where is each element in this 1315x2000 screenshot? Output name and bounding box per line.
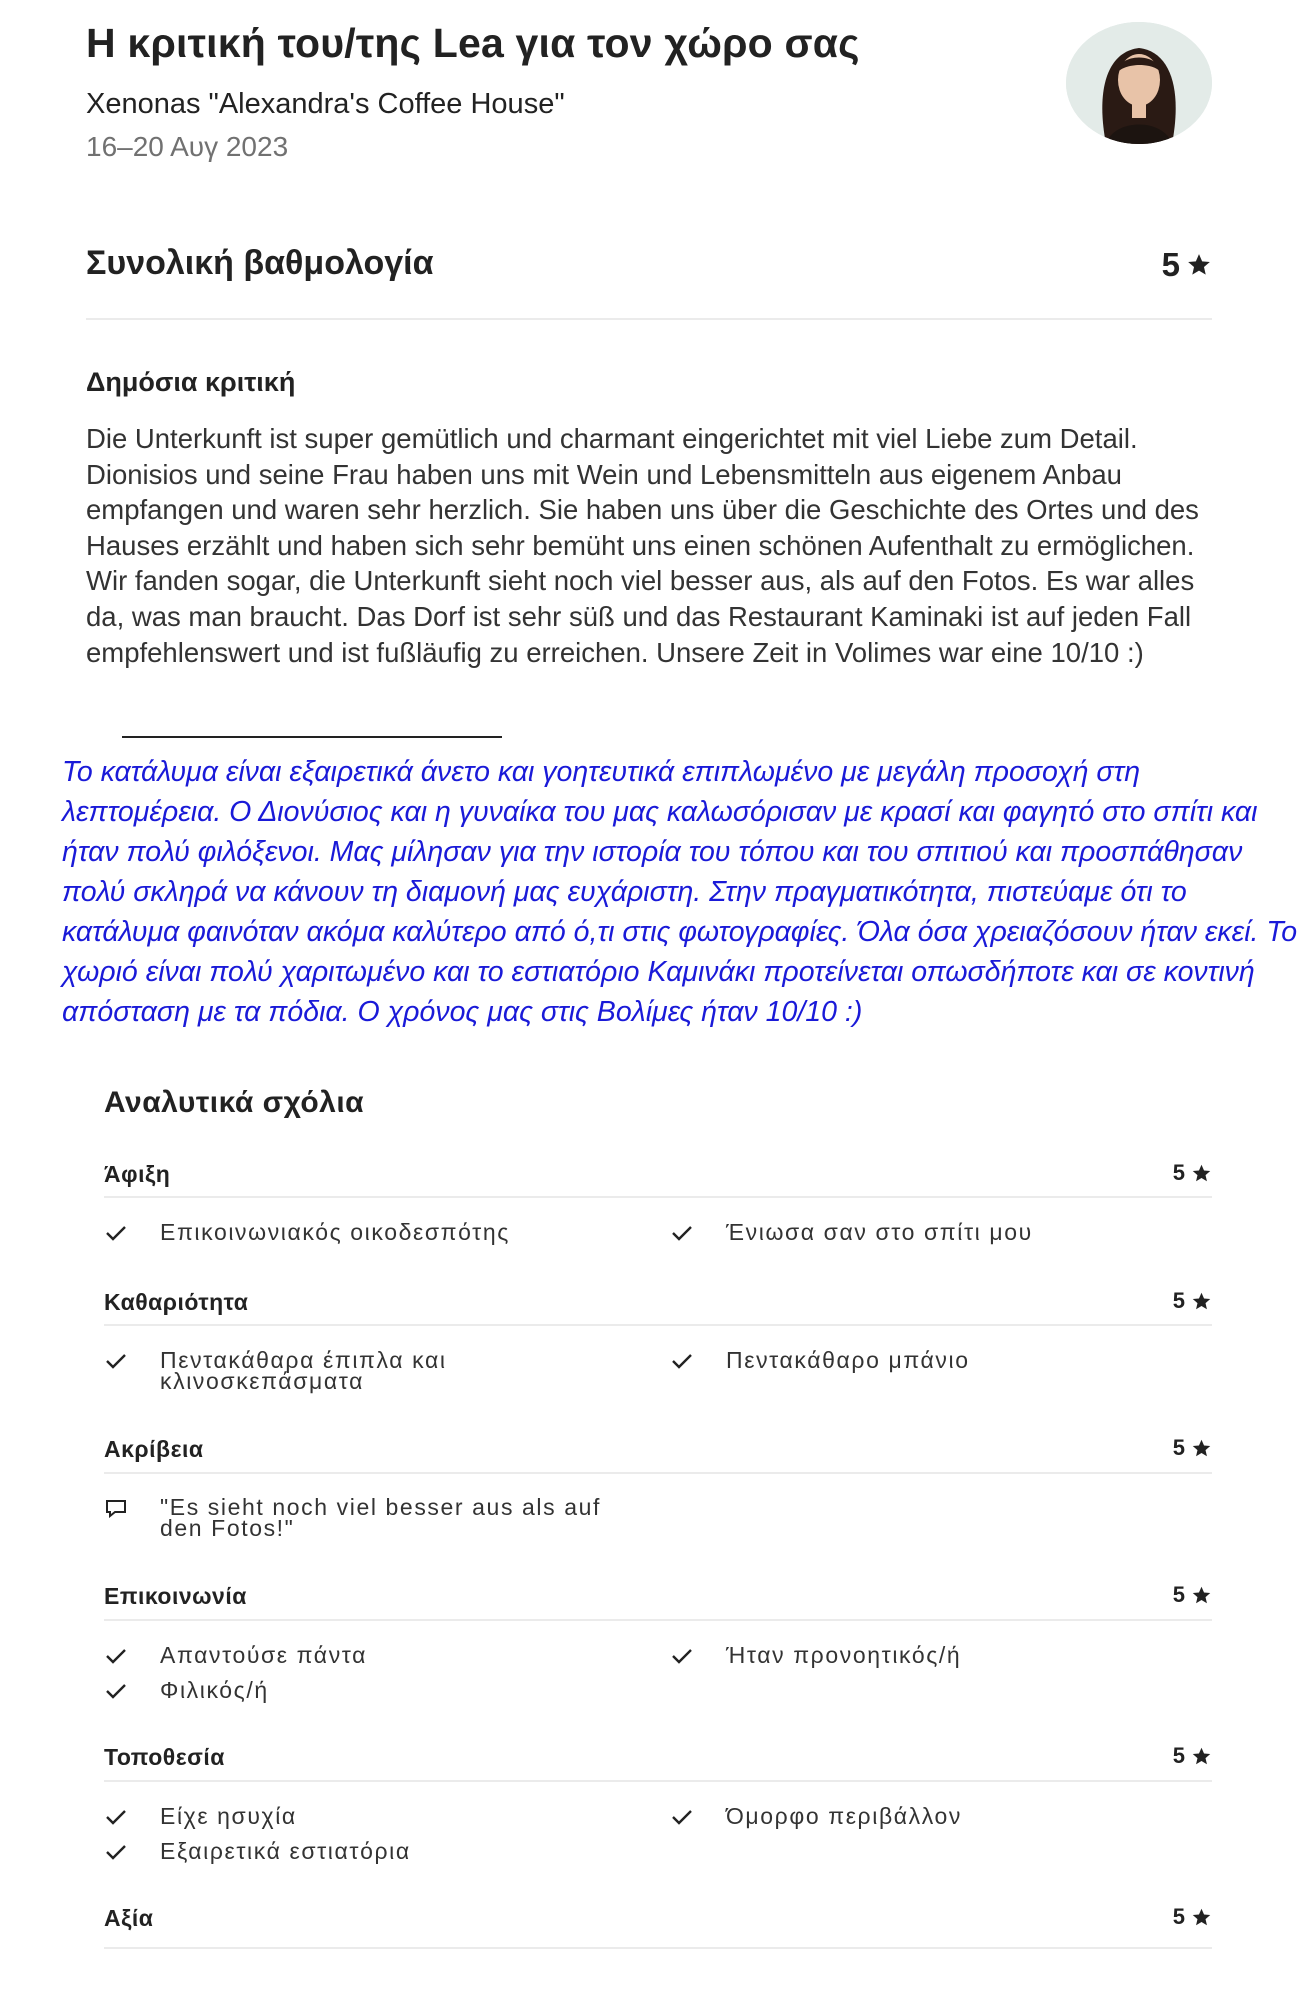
avatar[interactable] <box>1066 22 1212 144</box>
divider <box>104 1196 1212 1198</box>
list-item-label: "Es sieht noch viel besser aus als auf den Fotos!" <box>160 1494 601 1541</box>
list-item-label: Ένιωσα σαν στο σπίτι μου <box>726 1219 1033 1245</box>
category-cleanliness: Καθαριότητα <box>104 1289 249 1315</box>
category-location: Τοποθεσία <box>104 1744 225 1770</box>
divider <box>104 1324 1212 1326</box>
star-icon <box>1191 1291 1212 1312</box>
list-item-label: Πεντακάθαρα έπιπλα και κλινοσκεπάσματα <box>160 1347 447 1394</box>
check-icon <box>670 1645 698 1667</box>
list-item <box>104 1803 297 1829</box>
listing-name: Xenonas "Alexandra's Coffee House" <box>86 88 565 120</box>
star-icon <box>1191 1163 1212 1184</box>
check-icon <box>670 1222 698 1244</box>
detailed-comments-label: Αναλυτικά σχόλια <box>104 1086 365 1119</box>
text-underline <box>122 736 502 738</box>
list-item-label: Φιλικός/ή <box>160 1677 269 1703</box>
list-item-label: Απαντούσε πάντα <box>160 1642 368 1668</box>
list-item-label: Επικοινωνιακός οικοδεσπότης <box>160 1219 510 1245</box>
rating-value: 5 <box>1172 1582 1185 1607</box>
category-location-rating <box>1173 1743 1212 1769</box>
check-icon <box>104 1222 132 1244</box>
comment-icon <box>104 1497 132 1519</box>
check-icon <box>670 1350 698 1372</box>
overall-rating-value: 5 <box>1161 246 1180 283</box>
list-item <box>670 1803 963 1829</box>
list-item <box>104 1677 269 1703</box>
public-review-text: Die Unterkunft ist super gemütlich und charmant eingerichtet mit viel Liebe zum Detail. Dionisios und seine Frau haben uns mit Wein und Lebensmitteln aus eigenem Anbau empfangen und waren sehr herzlich. Sie haben uns über die Geschichte des Ortes und des Hauses erzählt und haben sich sehr bemüht uns einen schönen Aufenthalt zu ermöglichen. Wir fanden sogar, die Unterkunft sieht noch viel besser aus, als auf den Fotos. Es war alles da, was man braucht. Das Dorf ist sehr süß und das Restaurant Kaminaki ist auf jeden Fall empfehlenswert und ist fußläufig zu erreichen. Unsere Zeit in Volimes war eine 10/10 :) <box>86 423 1199 668</box>
category-accuracy: Ακρίβεια <box>104 1436 204 1462</box>
check-icon <box>104 1645 132 1667</box>
list-item <box>104 1642 368 1668</box>
list-item <box>104 1838 411 1864</box>
star-icon <box>1191 1585 1212 1606</box>
review-translation: Το κατάλυμα είναι εξαιρετικά άνετο και γοητευτικά επιπλωμένο με μεγάλη προσοχή στη λεπτομέρεια. Ο Διονύσιος και η γυναίκα του μας καλωσόρισαν με κρασί και φαγητό στο σπίτι και ήταν πολύ φιλόξενοι. Μας μίλησαν για την ιστορία του τόπου και του σπιτιού και προσπάθησαν πολύ σκληρά να κάνουν τη διαμονή μας ευχάριστη. Στην πραγματικότητα, πιστεύαμε ότι το κατάλυμα φαινόταν ακόμα καλύτερο από ό,τι στις φωτογραφίες. Όλα όσα χρειαζόσουν ήταν εκεί. Το χωριό είναι πολύ χαριτωμένο και το εστιατόριο Καμινάκι προτείνεται οπωσδήποτε και σε κοντινή απόσταση με τα πόδια. Ο χρόνος μας στις Βολίμες ήταν 10/10 :) <box>62 756 1298 1028</box>
category-communication: Επικοινωνία <box>104 1583 247 1609</box>
check-icon <box>104 1680 132 1702</box>
check-icon <box>104 1350 132 1372</box>
rating-value: 5 <box>1172 1288 1185 1313</box>
list-item <box>670 1219 1033 1245</box>
overall-rating-label: Συνολική βαθμολογία <box>86 244 434 282</box>
list-item <box>104 1494 664 1541</box>
list-item-label: Όμορφο περιβάλλον <box>726 1803 963 1829</box>
list-item-label: Εξαιρετικά εστιατόρια <box>160 1838 411 1864</box>
list-item-label: Είχε ησυχία <box>160 1803 297 1829</box>
avatar-portrait-icon <box>1066 22 1212 144</box>
divider <box>104 1472 1212 1474</box>
public-review-label: Δημόσια κριτική <box>86 367 296 397</box>
rating-value: 5 <box>1172 1435 1185 1460</box>
list-item-label: Ήταν προνοητικός/ή <box>726 1642 962 1668</box>
divider <box>104 1619 1212 1621</box>
category-communication-rating <box>1173 1582 1212 1608</box>
list-item <box>104 1347 604 1394</box>
divider <box>86 318 1212 320</box>
star-icon <box>1191 1438 1212 1459</box>
divider <box>104 1780 1212 1782</box>
rating-value: 5 <box>1172 1904 1185 1929</box>
check-icon <box>104 1841 132 1863</box>
overall-rating <box>1162 246 1212 284</box>
category-accuracy-rating <box>1173 1435 1212 1461</box>
category-arrival: Άφιξη <box>104 1161 171 1187</box>
page-title: Η κριτική του/της Lea για τον χώρο σας <box>86 20 860 66</box>
category-arrival-rating <box>1173 1160 1212 1186</box>
check-icon <box>670 1806 698 1828</box>
star-icon <box>1191 1907 1212 1928</box>
stay-dates: 16–20 Αυγ 2023 <box>86 131 289 162</box>
list-item-label: Πεντακάθαρο μπάνιο <box>726 1347 970 1373</box>
check-icon <box>104 1806 132 1828</box>
rating-value: 5 <box>1172 1160 1185 1185</box>
category-value: Αξία <box>104 1905 154 1931</box>
rating-value: 5 <box>1172 1743 1185 1768</box>
star-icon <box>1186 252 1212 278</box>
list-item <box>104 1219 510 1245</box>
category-cleanliness-rating <box>1173 1288 1212 1314</box>
divider <box>104 1947 1212 1949</box>
category-value-rating <box>1173 1904 1212 1930</box>
list-item <box>670 1347 970 1373</box>
star-icon <box>1191 1746 1212 1767</box>
list-item <box>670 1642 962 1668</box>
